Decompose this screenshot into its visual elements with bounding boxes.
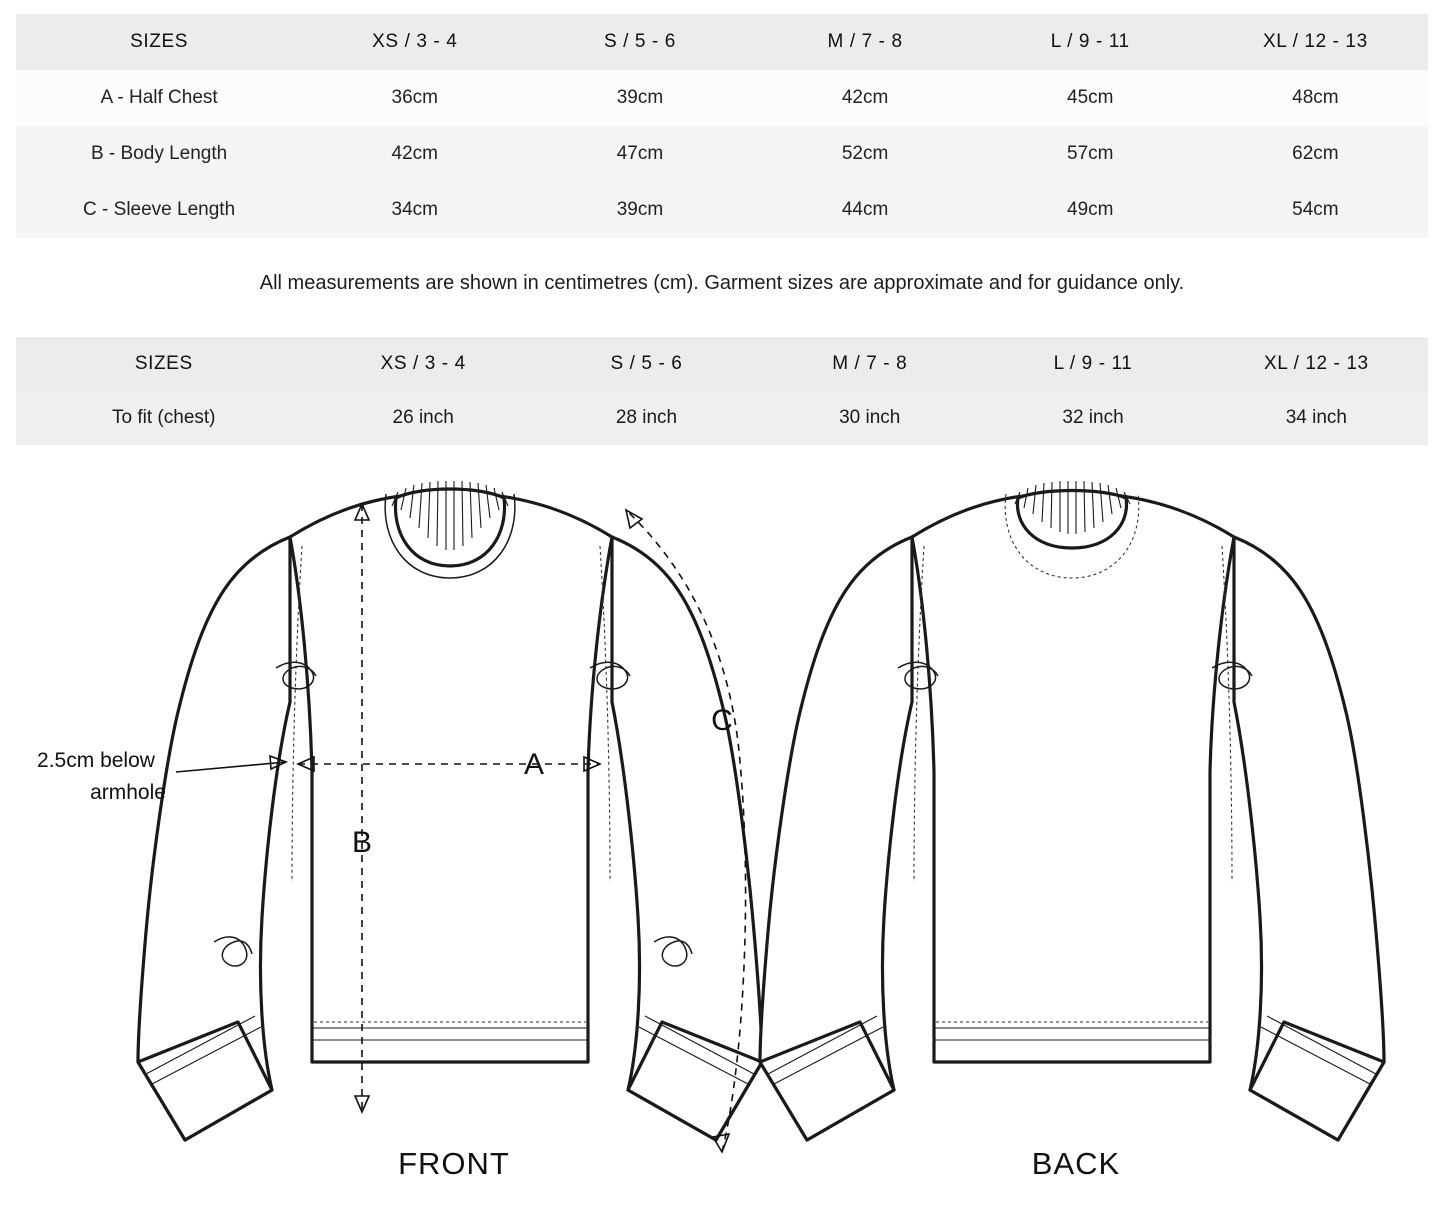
col-header-s-2: S / 5 - 6: [610, 353, 683, 374]
cell-half-chest-m: 42cm: [841, 87, 889, 108]
row-label-body-length: B - Body Length: [90, 143, 228, 164]
cell-to-fit-l: 32 inch: [1062, 407, 1124, 428]
cm-measurements-table: [16, 14, 1428, 238]
row-label-half-chest: A - Half Chest: [100, 87, 218, 108]
label-c: C: [711, 704, 733, 737]
row-label-to-fit-chest: To fit (chest): [112, 407, 216, 428]
col-header-xl: XL / 12 - 13: [1263, 31, 1368, 52]
table-header-row: [16, 14, 1428, 70]
table-row: [16, 126, 1428, 182]
cell-sleeve-length-m: 44cm: [841, 199, 889, 220]
cell-half-chest-l: 45cm: [1067, 87, 1114, 108]
col-header-sizes: SIZES: [130, 31, 189, 52]
cell-body-length-xl: 62cm: [1292, 143, 1339, 164]
table-row: [16, 391, 1428, 445]
armhole-note-line1: 2.5cm below: [37, 749, 155, 772]
front-garment-illustration: [37, 481, 762, 1181]
cell-to-fit-xl: 34 inch: [1285, 407, 1347, 428]
cell-sleeve-length-xl: 54cm: [1292, 199, 1339, 220]
cell-half-chest-xs: 36cm: [391, 87, 438, 108]
col-header-l: L / 9 - 11: [1050, 31, 1130, 52]
cell-sleeve-length-xs: 34cm: [391, 199, 438, 220]
measurements-caption: All measurements are shown in centimetres (cm). Garment sizes are approximate and for guidance only.: [259, 272, 1185, 294]
to-fit-chest-table: [16, 337, 1428, 445]
cell-to-fit-m: 30 inch: [839, 407, 901, 428]
cell-half-chest-s: 39cm: [616, 87, 664, 108]
table-row: [16, 182, 1428, 238]
cell-body-length-xs: 42cm: [391, 143, 438, 164]
cell-half-chest-xl: 48cm: [1292, 87, 1339, 108]
back-view-label: BACK: [1031, 1146, 1121, 1181]
cell-body-length-m: 52cm: [841, 143, 889, 164]
col-header-l-2: L / 9 - 11: [1053, 353, 1133, 374]
back-garment-illustration: [760, 481, 1384, 1181]
cell-body-length-l: 57cm: [1067, 143, 1114, 164]
col-header-sizes-2: SIZES: [134, 353, 193, 374]
col-header-xs-2: XS / 3 - 4: [380, 353, 466, 374]
cell-sleeve-length-s: 39cm: [616, 199, 664, 220]
cell-body-length-s: 47cm: [616, 143, 664, 164]
col-header-s: S / 5 - 6: [603, 31, 676, 52]
cell-to-fit-s: 28 inch: [615, 407, 678, 428]
armhole-note-line2: armhole: [90, 781, 166, 804]
label-a: A: [523, 748, 545, 781]
col-header-xl-2: XL / 12 - 13: [1263, 353, 1369, 374]
label-b: B: [351, 826, 373, 859]
table-header-row: [16, 337, 1428, 391]
col-header-m-2: M / 7 - 8: [832, 353, 908, 374]
table-row: [16, 70, 1428, 126]
row-label-sleeve-length: C - Sleeve Length: [83, 199, 236, 220]
col-header-xs: XS / 3 - 4: [372, 31, 458, 52]
garment-diagram: [0, 462, 1445, 1216]
cell-to-fit-xs: 26 inch: [392, 407, 454, 428]
col-header-m: M / 7 - 8: [827, 31, 903, 52]
cell-sleeve-length-l: 49cm: [1067, 199, 1114, 220]
front-view-label: FRONT: [398, 1146, 510, 1181]
